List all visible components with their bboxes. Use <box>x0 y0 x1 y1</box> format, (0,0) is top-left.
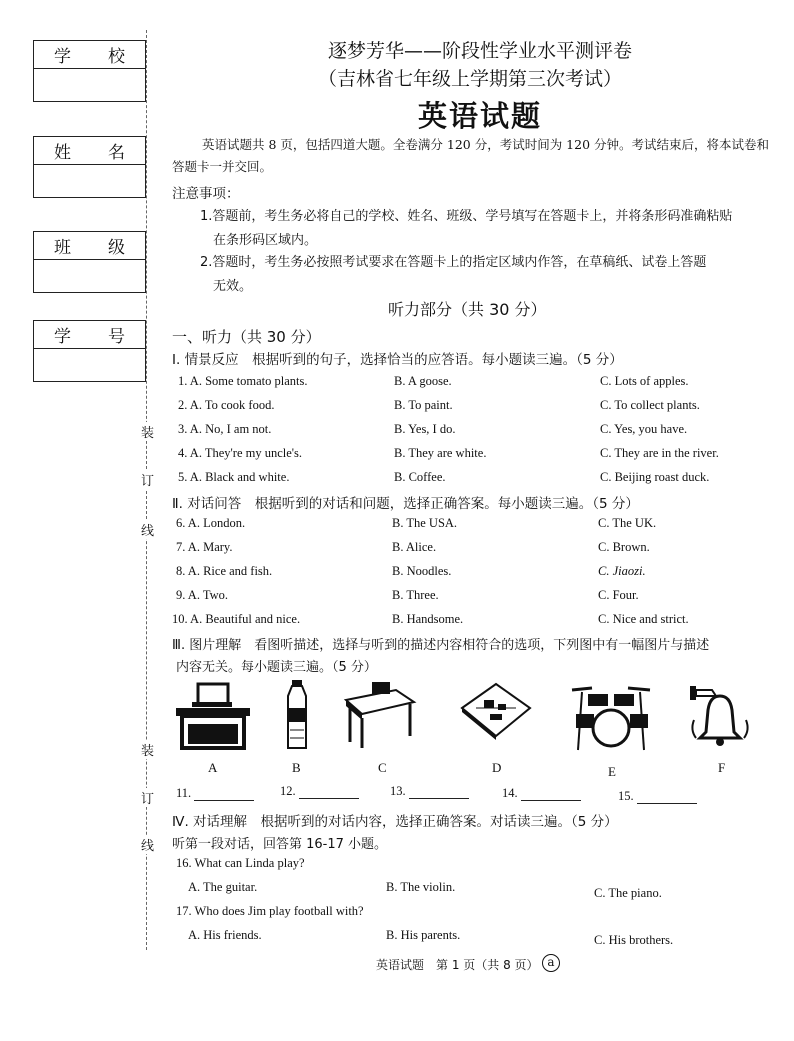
answer-blank-15 <box>618 789 697 804</box>
option-c: C. They are in the river. <box>600 446 719 460</box>
option-a: 7. A. Mary. <box>176 540 233 554</box>
section-1-heading: 一、听力（共 30 分） <box>172 328 321 346</box>
answer-blank-12 <box>280 784 359 799</box>
footer-mark-letter: a <box>547 955 555 969</box>
option-c: C. Brown. <box>598 540 650 554</box>
option-a: 9. A. Two. <box>176 588 229 602</box>
option-a: A. The guitar. <box>188 880 258 894</box>
option-b: B. The violin. <box>386 880 456 894</box>
blank-number: 14. <box>502 786 518 800</box>
binding-char: 线 <box>141 835 154 854</box>
school-box <box>33 40 146 102</box>
question-17: 17. Who does Jim play football with? <box>176 904 364 918</box>
option-a: A. His friends. <box>188 928 262 942</box>
class-label-1: 班 <box>54 238 71 258</box>
option-c: C. Four. <box>598 588 639 602</box>
binding-char: 订 <box>141 470 154 489</box>
name-box <box>33 136 146 198</box>
option-c: C. Jiaozi. <box>598 564 646 578</box>
option-a: 5. A. Black and white. <box>178 470 290 484</box>
circuit-board-picture <box>458 680 534 742</box>
note-1a: 1.答题前，考生务必将自己的学校、姓名、班级、学号填写在答题卡上，并将条形码准确粘贴 <box>200 209 733 224</box>
option-c: C. The piano. <box>594 886 662 900</box>
table-picture <box>342 680 418 750</box>
option-b: B. Handsome. <box>392 612 464 626</box>
class-box <box>33 231 146 293</box>
option-a: 4. A. They're my uncle's. <box>178 446 303 460</box>
option-b: B. Alice. <box>392 540 437 554</box>
option-c: C. To collect plants. <box>600 398 700 412</box>
blank-number: 15. <box>618 789 634 803</box>
blank-line <box>194 788 254 801</box>
option-c: C. His brothers. <box>594 933 674 947</box>
name-label-1: 姓 <box>54 143 71 163</box>
answer-blank-14 <box>502 786 581 801</box>
notes-title: 注意事项： <box>172 186 240 202</box>
question-16: 16. What can Linda play? <box>176 856 305 870</box>
picture-label-a: A <box>208 760 218 775</box>
option-a: 3. A. No, I am not. <box>178 422 272 436</box>
blank-number: 13. <box>390 784 406 798</box>
note-2b: 无效。 <box>213 279 253 294</box>
answer-blank-13 <box>390 784 469 799</box>
student-number-box <box>33 320 146 382</box>
note-2a: 2.答题时，考生务必按照考试要求在答题卡上的指定区域内作答，在草稿纸、试卷上答题 <box>200 255 707 270</box>
footer-mark <box>542 954 560 972</box>
exam-series-title: 逐梦芳华——阶段性学业水平测评卷 <box>328 40 633 62</box>
blank-line <box>409 786 469 799</box>
option-c: C. The UK. <box>598 516 657 530</box>
option-a: 1. A. Some tomato plants. <box>178 374 308 388</box>
option-a: 6. A. London. <box>176 516 246 530</box>
option-b: B. His parents. <box>386 928 461 942</box>
binding-char: 订 <box>141 788 154 807</box>
bell-picture <box>688 680 752 752</box>
option-c: C. Beijing roast duck. <box>600 470 710 484</box>
picture-label-d: D <box>492 760 502 775</box>
school-label-1: 学 <box>54 47 71 67</box>
school-label-2: 校 <box>108 47 125 67</box>
option-a: 2. A. To cook food. <box>178 398 275 412</box>
option-b: B. Three. <box>392 588 439 602</box>
blank-line <box>521 788 581 801</box>
option-b: B. They are white. <box>394 446 487 460</box>
class-label-2: 级 <box>108 238 125 258</box>
subsection-2-heading: Ⅱ. 对话问答 根据听到的对话和问题，选择正确答案。每小题读三遍。（5 分） <box>172 496 639 512</box>
picture-label-c: C <box>378 760 387 775</box>
answer-blank-11 <box>176 786 254 801</box>
option-b: B. To paint. <box>394 398 453 412</box>
blank-line <box>637 791 697 804</box>
exam-intro: 英语试题共 8 页，包括四道大题。全卷满分 120 分，考试时间为 120 分钟。考试结束后，将本试卷和答题卡一并交回。 <box>172 137 770 174</box>
blank-number: 12. <box>280 784 296 798</box>
option-b: B. Yes, I do. <box>394 422 456 436</box>
number-label-1: 学 <box>54 327 71 347</box>
water-bottle-picture <box>282 680 312 752</box>
binding-char: 装 <box>141 740 154 759</box>
option-a: 10. A. Beautiful and nice. <box>172 612 301 626</box>
option-a: 8. A. Rice and fish. <box>176 564 273 578</box>
subsection-1-heading: Ⅰ. 情景反应 根据听到的句子，选择恰当的应答语。每小题读三遍。（5 分） <box>172 352 623 368</box>
option-b: B. Coffee. <box>394 470 446 484</box>
option-b: B. A goose. <box>394 374 452 388</box>
subsection-3-heading: Ⅲ. 图片理解 看图听描述，选择与听到的描述内容相符合的选项，下列图中有一幅图片与描述 <box>172 638 710 653</box>
picture-label-e: E <box>608 764 616 779</box>
page-footer: 英语试题 第 1 页（共 8 页） <box>376 958 539 972</box>
drum-kit-picture <box>568 680 654 752</box>
binding-char: 线 <box>141 520 154 539</box>
binding-line <box>146 30 147 950</box>
option-c: C. Yes, you have. <box>600 422 688 436</box>
subsection-3-heading-cont: 内容无关。每小题读三遍。（5 分） <box>176 660 377 675</box>
blank-number: 11. <box>176 786 192 800</box>
computer-on-desk-picture <box>172 680 254 752</box>
page-title: 英语试题 <box>418 99 543 133</box>
option-c: C. Lots of apples. <box>600 374 689 388</box>
blank-line <box>299 786 359 799</box>
number-label-2: 号 <box>108 327 125 347</box>
picture-label-b: B <box>292 760 301 775</box>
subsection-4-heading: Ⅳ. 对话理解 根据听到的对话内容，选择正确答案。对话读三遍。（5 分） <box>172 814 618 830</box>
picture-label-f: F <box>718 760 726 775</box>
option-c: C. Nice and strict. <box>598 612 689 626</box>
name-label-2: 名 <box>108 143 125 163</box>
option-b: B. Noodles. <box>392 564 452 578</box>
binding-char: 装 <box>141 422 154 441</box>
listening-part-title: 听力部分（共 30 分） <box>388 300 547 319</box>
dialogue-1-intro: 听第一段对话，回答第 16-17 小题。 <box>172 837 388 852</box>
option-b: B. The USA. <box>392 516 458 530</box>
note-1b: 在条形码区域内。 <box>213 233 318 248</box>
exam-subtitle: （吉林省七年级上学期第三次考试） <box>318 68 623 90</box>
